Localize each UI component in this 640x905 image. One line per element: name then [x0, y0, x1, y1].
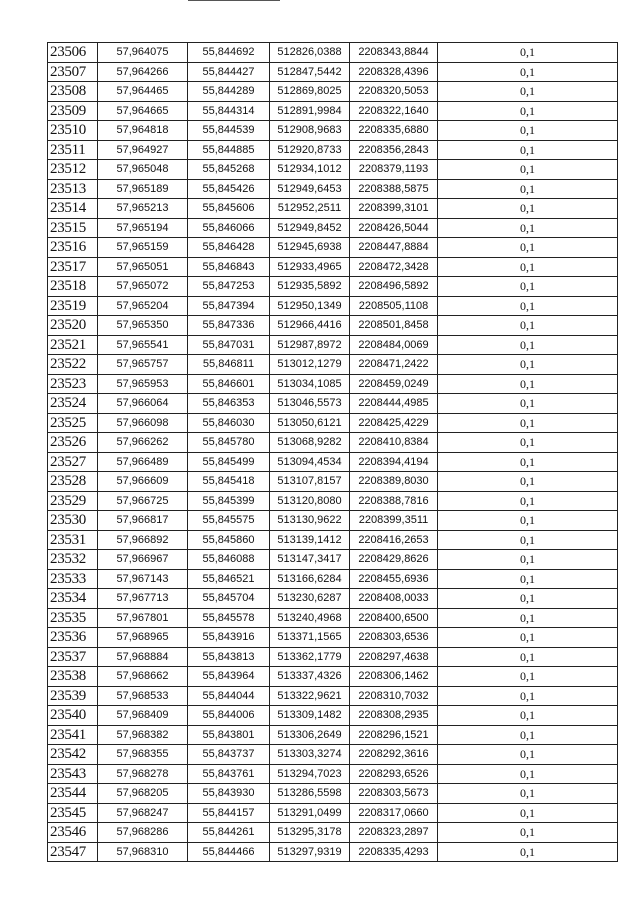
longitude-cell: 55,845704 [188, 589, 270, 609]
x-coordinate-cell: 513309,1482 [270, 706, 350, 726]
point-number-cell: 23543 [48, 764, 98, 784]
point-number-cell: 23511 [48, 140, 98, 160]
table-row [48, 452, 618, 472]
top-edge-rule [188, 0, 280, 1]
point-number-cell: 23535 [48, 608, 98, 628]
table-row [48, 608, 618, 628]
x-coordinate-cell: 512987,8972 [270, 335, 350, 355]
longitude-cell: 55,847031 [188, 335, 270, 355]
table-row [48, 511, 618, 531]
y-coordinate-cell: 2208471,2422 [350, 355, 438, 375]
point-number-cell: 23538 [48, 667, 98, 687]
accuracy-cell: 0,1 [438, 43, 618, 63]
latitude-cell: 57,968286 [98, 823, 188, 843]
y-coordinate-cell: 2208335,4293 [350, 842, 438, 862]
accuracy-cell: 0,1 [438, 82, 618, 102]
table-row [48, 784, 618, 804]
accuracy-cell: 0,1 [438, 121, 618, 141]
table-row [48, 179, 618, 199]
longitude-cell: 55,843737 [188, 745, 270, 765]
accuracy-cell: 0,1 [438, 608, 618, 628]
y-coordinate-cell: 2208303,5673 [350, 784, 438, 804]
point-number-cell: 23506 [48, 43, 98, 63]
point-number-cell: 23529 [48, 491, 98, 511]
accuracy-cell: 0,1 [438, 218, 618, 238]
x-coordinate-cell: 512934,1012 [270, 160, 350, 180]
latitude-cell: 57,966489 [98, 452, 188, 472]
x-coordinate-cell: 513166,6284 [270, 569, 350, 589]
accuracy-cell: 0,1 [438, 179, 618, 199]
point-number-cell: 23537 [48, 647, 98, 667]
x-coordinate-cell: 513034,1085 [270, 374, 350, 394]
point-number-cell: 23508 [48, 82, 98, 102]
table-row [48, 316, 618, 336]
latitude-cell: 57,965350 [98, 316, 188, 336]
longitude-cell: 55,843916 [188, 628, 270, 648]
point-number-cell: 23531 [48, 530, 98, 550]
accuracy-cell: 0,1 [438, 725, 618, 745]
longitude-cell: 55,844885 [188, 140, 270, 160]
table-row [48, 296, 618, 316]
latitude-cell: 57,968310 [98, 842, 188, 862]
point-number-cell: 23539 [48, 686, 98, 706]
longitude-cell: 55,845860 [188, 530, 270, 550]
accuracy-cell: 0,1 [438, 647, 618, 667]
longitude-cell: 55,846428 [188, 238, 270, 258]
table-row [48, 628, 618, 648]
latitude-cell: 57,967143 [98, 569, 188, 589]
x-coordinate-cell: 513337,4326 [270, 667, 350, 687]
y-coordinate-cell: 2208484,0069 [350, 335, 438, 355]
accuracy-cell: 0,1 [438, 842, 618, 862]
point-number-cell: 23520 [48, 316, 98, 336]
y-coordinate-cell: 2208343,8844 [350, 43, 438, 63]
table-row [48, 413, 618, 433]
latitude-cell: 57,968662 [98, 667, 188, 687]
table-row [48, 277, 618, 297]
accuracy-cell: 0,1 [438, 530, 618, 550]
table-row [48, 842, 618, 862]
latitude-cell: 57,966098 [98, 413, 188, 433]
y-coordinate-cell: 2208429,8626 [350, 550, 438, 570]
table-row [48, 238, 618, 258]
longitude-cell: 55,844261 [188, 823, 270, 843]
table-row [48, 355, 618, 375]
latitude-cell: 57,968205 [98, 784, 188, 804]
latitude-cell: 57,965072 [98, 277, 188, 297]
accuracy-cell: 0,1 [438, 745, 618, 765]
y-coordinate-cell: 2208296,1521 [350, 725, 438, 745]
longitude-cell: 55,846353 [188, 394, 270, 414]
x-coordinate-cell: 512945,6938 [270, 238, 350, 258]
point-number-cell: 23514 [48, 199, 98, 219]
x-coordinate-cell: 513230,6287 [270, 589, 350, 609]
y-coordinate-cell: 2208356,2843 [350, 140, 438, 160]
y-coordinate-cell: 2208425,4229 [350, 413, 438, 433]
table-row [48, 745, 618, 765]
point-number-cell: 23517 [48, 257, 98, 277]
longitude-cell: 55,846811 [188, 355, 270, 375]
accuracy-cell: 0,1 [438, 550, 618, 570]
latitude-cell: 57,964075 [98, 43, 188, 63]
table-row [48, 647, 618, 667]
y-coordinate-cell: 2208505,1108 [350, 296, 438, 316]
accuracy-cell: 0,1 [438, 667, 618, 687]
y-coordinate-cell: 2208389,8030 [350, 472, 438, 492]
latitude-cell: 57,968884 [98, 647, 188, 667]
y-coordinate-cell: 2208379,1193 [350, 160, 438, 180]
latitude-cell: 57,965953 [98, 374, 188, 394]
accuracy-cell: 0,1 [438, 355, 618, 375]
x-coordinate-cell: 512826,0388 [270, 43, 350, 63]
y-coordinate-cell: 2208501,8458 [350, 316, 438, 336]
longitude-cell: 55,843930 [188, 784, 270, 804]
accuracy-cell: 0,1 [438, 784, 618, 804]
accuracy-cell: 0,1 [438, 433, 618, 453]
latitude-cell: 57,966609 [98, 472, 188, 492]
table-row [48, 121, 618, 141]
latitude-cell: 57,968965 [98, 628, 188, 648]
table-row [48, 101, 618, 121]
accuracy-cell: 0,1 [438, 823, 618, 843]
accuracy-cell: 0,1 [438, 140, 618, 160]
point-number-cell: 23544 [48, 784, 98, 804]
latitude-cell: 57,964665 [98, 101, 188, 121]
longitude-cell: 55,844289 [188, 82, 270, 102]
table-row [48, 823, 618, 843]
y-coordinate-cell: 2208447,8884 [350, 238, 438, 258]
y-coordinate-cell: 2208335,6880 [350, 121, 438, 141]
x-coordinate-cell: 512891,9984 [270, 101, 350, 121]
y-coordinate-cell: 2208310,7032 [350, 686, 438, 706]
accuracy-cell: 0,1 [438, 491, 618, 511]
x-coordinate-cell: 513362,1779 [270, 647, 350, 667]
longitude-cell: 55,843964 [188, 667, 270, 687]
x-coordinate-cell: 512847,5442 [270, 62, 350, 82]
point-number-cell: 23516 [48, 238, 98, 258]
accuracy-cell: 0,1 [438, 277, 618, 297]
point-number-cell: 23521 [48, 335, 98, 355]
accuracy-cell: 0,1 [438, 569, 618, 589]
point-number-cell: 23528 [48, 472, 98, 492]
y-coordinate-cell: 2208426,5044 [350, 218, 438, 238]
latitude-cell: 57,965757 [98, 355, 188, 375]
table-row [48, 491, 618, 511]
x-coordinate-cell: 513295,3178 [270, 823, 350, 843]
point-number-cell: 23522 [48, 355, 98, 375]
latitude-cell: 57,968247 [98, 803, 188, 823]
point-number-cell: 23515 [48, 218, 98, 238]
latitude-cell: 57,967713 [98, 589, 188, 609]
latitude-cell: 57,968278 [98, 764, 188, 784]
y-coordinate-cell: 2208303,6536 [350, 628, 438, 648]
table-row [48, 725, 618, 745]
accuracy-cell: 0,1 [438, 511, 618, 531]
accuracy-cell: 0,1 [438, 101, 618, 121]
longitude-cell: 55,846521 [188, 569, 270, 589]
x-coordinate-cell: 513139,1412 [270, 530, 350, 550]
x-coordinate-cell: 513306,2649 [270, 725, 350, 745]
longitude-cell: 55,844044 [188, 686, 270, 706]
y-coordinate-cell: 2208306,1462 [350, 667, 438, 687]
point-number-cell: 23525 [48, 413, 98, 433]
latitude-cell: 57,965189 [98, 179, 188, 199]
longitude-cell: 55,846030 [188, 413, 270, 433]
longitude-cell: 55,846843 [188, 257, 270, 277]
longitude-cell: 55,846601 [188, 374, 270, 394]
latitude-cell: 57,964266 [98, 62, 188, 82]
x-coordinate-cell: 513294,7023 [270, 764, 350, 784]
x-coordinate-cell: 513046,5573 [270, 394, 350, 414]
x-coordinate-cell: 512920,8733 [270, 140, 350, 160]
longitude-cell: 55,847394 [188, 296, 270, 316]
latitude-cell: 57,964818 [98, 121, 188, 141]
longitude-cell: 55,844539 [188, 121, 270, 141]
point-number-cell: 23540 [48, 706, 98, 726]
point-number-cell: 23530 [48, 511, 98, 531]
latitude-cell: 57,968409 [98, 706, 188, 726]
longitude-cell: 55,845606 [188, 199, 270, 219]
latitude-cell: 57,968533 [98, 686, 188, 706]
longitude-cell: 55,845780 [188, 433, 270, 453]
longitude-cell: 55,845575 [188, 511, 270, 531]
latitude-cell: 57,965204 [98, 296, 188, 316]
table-body [48, 43, 618, 862]
y-coordinate-cell: 2208455,6936 [350, 569, 438, 589]
accuracy-cell: 0,1 [438, 374, 618, 394]
point-number-cell: 23513 [48, 179, 98, 199]
x-coordinate-cell: 513068,9282 [270, 433, 350, 453]
accuracy-cell: 0,1 [438, 686, 618, 706]
accuracy-cell: 0,1 [438, 394, 618, 414]
y-coordinate-cell: 2208320,5053 [350, 82, 438, 102]
accuracy-cell: 0,1 [438, 452, 618, 472]
table-row [48, 530, 618, 550]
point-number-cell: 23534 [48, 589, 98, 609]
y-coordinate-cell: 2208323,2897 [350, 823, 438, 843]
x-coordinate-cell: 512935,5892 [270, 277, 350, 297]
point-number-cell: 23536 [48, 628, 98, 648]
longitude-cell: 55,844427 [188, 62, 270, 82]
x-coordinate-cell: 512908,9683 [270, 121, 350, 141]
accuracy-cell: 0,1 [438, 589, 618, 609]
x-coordinate-cell: 512949,8452 [270, 218, 350, 238]
x-coordinate-cell: 512949,6453 [270, 179, 350, 199]
longitude-cell: 55,844314 [188, 101, 270, 121]
point-number-cell: 23546 [48, 823, 98, 843]
point-number-cell: 23510 [48, 121, 98, 141]
y-coordinate-cell: 2208496,5892 [350, 277, 438, 297]
table-row [48, 569, 618, 589]
latitude-cell: 57,966967 [98, 550, 188, 570]
x-coordinate-cell: 513130,9622 [270, 511, 350, 531]
point-number-cell: 23532 [48, 550, 98, 570]
table-row [48, 160, 618, 180]
point-number-cell: 23542 [48, 745, 98, 765]
latitude-cell: 57,965541 [98, 335, 188, 355]
x-coordinate-cell: 512966,4416 [270, 316, 350, 336]
y-coordinate-cell: 2208317,0660 [350, 803, 438, 823]
table-row [48, 803, 618, 823]
x-coordinate-cell: 512869,8025 [270, 82, 350, 102]
point-number-cell: 23512 [48, 160, 98, 180]
y-coordinate-cell: 2208472,3428 [350, 257, 438, 277]
y-coordinate-cell: 2208400,6500 [350, 608, 438, 628]
point-number-cell: 23518 [48, 277, 98, 297]
x-coordinate-cell: 513240,4968 [270, 608, 350, 628]
table-row [48, 43, 618, 63]
point-number-cell: 23524 [48, 394, 98, 414]
y-coordinate-cell: 2208444,4985 [350, 394, 438, 414]
x-coordinate-cell: 513286,5598 [270, 784, 350, 804]
accuracy-cell: 0,1 [438, 257, 618, 277]
y-coordinate-cell: 2208416,2653 [350, 530, 438, 550]
latitude-cell: 57,967801 [98, 608, 188, 628]
x-coordinate-cell: 513147,3417 [270, 550, 350, 570]
latitude-cell: 57,965051 [98, 257, 188, 277]
latitude-cell: 57,965159 [98, 238, 188, 258]
longitude-cell: 55,843813 [188, 647, 270, 667]
longitude-cell: 55,845426 [188, 179, 270, 199]
y-coordinate-cell: 2208399,3101 [350, 199, 438, 219]
latitude-cell: 57,968355 [98, 745, 188, 765]
y-coordinate-cell: 2208408,0033 [350, 589, 438, 609]
y-coordinate-cell: 2208308,2935 [350, 706, 438, 726]
y-coordinate-cell: 2208410,8384 [350, 433, 438, 453]
latitude-cell: 57,966262 [98, 433, 188, 453]
point-number-cell: 23545 [48, 803, 98, 823]
longitude-cell: 55,847336 [188, 316, 270, 336]
latitude-cell: 57,966817 [98, 511, 188, 531]
latitude-cell: 57,965213 [98, 199, 188, 219]
accuracy-cell: 0,1 [438, 199, 618, 219]
y-coordinate-cell: 2208297,4638 [350, 647, 438, 667]
point-number-cell: 23523 [48, 374, 98, 394]
longitude-cell: 55,843801 [188, 725, 270, 745]
coordinates-table-container [47, 42, 617, 862]
x-coordinate-cell: 513012,1279 [270, 355, 350, 375]
x-coordinate-cell: 513291,0499 [270, 803, 350, 823]
latitude-cell: 57,964465 [98, 82, 188, 102]
y-coordinate-cell: 2208322,1640 [350, 101, 438, 121]
x-coordinate-cell: 513094,4534 [270, 452, 350, 472]
coordinates-table [47, 42, 618, 862]
accuracy-cell: 0,1 [438, 628, 618, 648]
x-coordinate-cell: 513107,8157 [270, 472, 350, 492]
longitude-cell: 55,846066 [188, 218, 270, 238]
longitude-cell: 55,844006 [188, 706, 270, 726]
latitude-cell: 57,965048 [98, 160, 188, 180]
y-coordinate-cell: 2208328,4396 [350, 62, 438, 82]
table-row [48, 218, 618, 238]
x-coordinate-cell: 513303,3274 [270, 745, 350, 765]
latitude-cell: 57,968382 [98, 725, 188, 745]
table-row [48, 472, 618, 492]
latitude-cell: 57,966064 [98, 394, 188, 414]
y-coordinate-cell: 2208292,3616 [350, 745, 438, 765]
accuracy-cell: 0,1 [438, 316, 618, 336]
accuracy-cell: 0,1 [438, 160, 618, 180]
y-coordinate-cell: 2208388,5875 [350, 179, 438, 199]
latitude-cell: 57,964927 [98, 140, 188, 160]
accuracy-cell: 0,1 [438, 803, 618, 823]
point-number-cell: 23547 [48, 842, 98, 862]
x-coordinate-cell: 512933,4965 [270, 257, 350, 277]
point-number-cell: 23526 [48, 433, 98, 453]
point-number-cell: 23527 [48, 452, 98, 472]
point-number-cell: 23507 [48, 62, 98, 82]
table-row [48, 257, 618, 277]
accuracy-cell: 0,1 [438, 62, 618, 82]
longitude-cell: 55,845499 [188, 452, 270, 472]
y-coordinate-cell: 2208388,7816 [350, 491, 438, 511]
longitude-cell: 55,844692 [188, 43, 270, 63]
accuracy-cell: 0,1 [438, 413, 618, 433]
accuracy-cell: 0,1 [438, 764, 618, 784]
table-row [48, 394, 618, 414]
accuracy-cell: 0,1 [438, 238, 618, 258]
table-row [48, 764, 618, 784]
table-row [48, 686, 618, 706]
accuracy-cell: 0,1 [438, 706, 618, 726]
latitude-cell: 57,966725 [98, 491, 188, 511]
x-coordinate-cell: 512952,2511 [270, 199, 350, 219]
y-coordinate-cell: 2208459,0249 [350, 374, 438, 394]
point-number-cell: 23533 [48, 569, 98, 589]
table-row [48, 82, 618, 102]
x-coordinate-cell: 513322,9621 [270, 686, 350, 706]
longitude-cell: 55,845399 [188, 491, 270, 511]
x-coordinate-cell: 513120,8080 [270, 491, 350, 511]
table-row [48, 374, 618, 394]
x-coordinate-cell: 513297,9319 [270, 842, 350, 862]
point-number-cell: 23519 [48, 296, 98, 316]
accuracy-cell: 0,1 [438, 472, 618, 492]
longitude-cell: 55,845578 [188, 608, 270, 628]
longitude-cell: 55,843761 [188, 764, 270, 784]
x-coordinate-cell: 512950,1349 [270, 296, 350, 316]
y-coordinate-cell: 2208399,3511 [350, 511, 438, 531]
x-coordinate-cell: 513371,1565 [270, 628, 350, 648]
point-number-cell: 23509 [48, 101, 98, 121]
longitude-cell: 55,844466 [188, 842, 270, 862]
latitude-cell: 57,966892 [98, 530, 188, 550]
longitude-cell: 55,846088 [188, 550, 270, 570]
table-row [48, 433, 618, 453]
table-row [48, 199, 618, 219]
table-row [48, 550, 618, 570]
longitude-cell: 55,847253 [188, 277, 270, 297]
accuracy-cell: 0,1 [438, 296, 618, 316]
longitude-cell: 55,845418 [188, 472, 270, 492]
x-coordinate-cell: 513050,6121 [270, 413, 350, 433]
table-row [48, 589, 618, 609]
latitude-cell: 57,965194 [98, 218, 188, 238]
y-coordinate-cell: 2208293,6526 [350, 764, 438, 784]
table-row [48, 62, 618, 82]
table-row [48, 706, 618, 726]
accuracy-cell: 0,1 [438, 335, 618, 355]
point-number-cell: 23541 [48, 725, 98, 745]
y-coordinate-cell: 2208394,4194 [350, 452, 438, 472]
table-row [48, 335, 618, 355]
table-row [48, 140, 618, 160]
longitude-cell: 55,844157 [188, 803, 270, 823]
longitude-cell: 55,845268 [188, 160, 270, 180]
table-row [48, 667, 618, 687]
